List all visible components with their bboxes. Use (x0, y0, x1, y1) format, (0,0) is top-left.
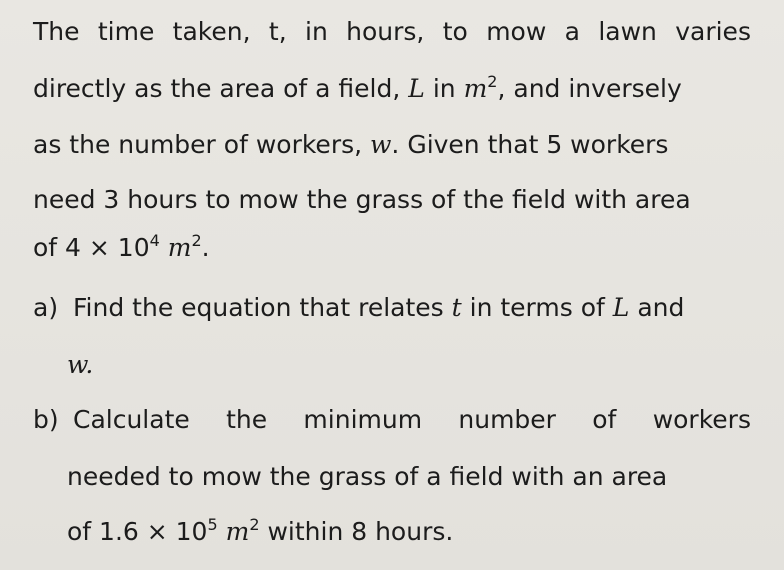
intro-line-4 (33, 185, 691, 215)
word: time (97, 17, 155, 46)
unit-m: m (225, 517, 250, 546)
text: needed to mow the grass of a field with an area (67, 462, 668, 491)
unit-m: m (463, 74, 488, 103)
intro-line-1 (33, 17, 751, 47)
exponent: 5 (207, 515, 218, 534)
exponent: 2 (191, 231, 202, 250)
part-b-line-1 (33, 405, 751, 435)
word: hours, (346, 17, 425, 46)
word: to (442, 17, 468, 46)
coefficient: 1.6 × 10 (99, 517, 208, 546)
text: of (67, 517, 100, 546)
text: , and inversely (497, 74, 682, 103)
text: in (424, 74, 464, 103)
variable-w: w (370, 130, 392, 159)
coefficient: 4 × 10 (65, 233, 150, 262)
word: The (33, 17, 80, 46)
word: lawn (598, 17, 657, 46)
variable-L: L (408, 74, 425, 103)
part-a-line-2 (67, 350, 93, 380)
part-a-label: a) (33, 293, 59, 322)
intro-line-2 (33, 74, 682, 104)
text: in terms of (461, 293, 613, 322)
part-b-words (73, 405, 751, 435)
exponent: 2 (487, 72, 498, 91)
word: of (592, 405, 617, 434)
variable-L: L (612, 293, 630, 322)
exponent: 2 (249, 515, 260, 534)
text: directly as the area of a field, (33, 74, 409, 103)
text: . (201, 233, 210, 262)
word: minimum (303, 405, 423, 434)
word: t, (268, 17, 287, 46)
text: within 8 hours. (259, 517, 454, 546)
intro-line-3 (33, 130, 668, 160)
text: need 3 hours to mow the grass of the field with area (33, 185, 691, 214)
word: taken, (172, 17, 251, 46)
text: and (629, 293, 685, 322)
word: a (564, 17, 580, 46)
text: Find the equation that relates (73, 293, 452, 322)
word: the (226, 405, 268, 434)
exponent: 4 (149, 231, 160, 250)
variable-t: t (451, 293, 462, 322)
unit-m: m (167, 233, 192, 262)
part-b-line-3 (67, 517, 453, 547)
word: in (305, 17, 328, 46)
word: workers (652, 405, 751, 434)
intro-line-5 (33, 233, 210, 263)
word: varies (675, 17, 751, 46)
word: number (458, 405, 556, 434)
part-b-line-2 (67, 462, 667, 492)
text: as the number of workers, (33, 130, 371, 159)
part-a-line-1 (33, 293, 684, 323)
text: . Given that 5 workers (391, 130, 669, 159)
text: of (33, 233, 66, 262)
variable-w: w. (67, 350, 94, 379)
word: Calculate (73, 405, 190, 434)
part-b-label: b) (33, 405, 59, 434)
word: mow (486, 17, 547, 46)
